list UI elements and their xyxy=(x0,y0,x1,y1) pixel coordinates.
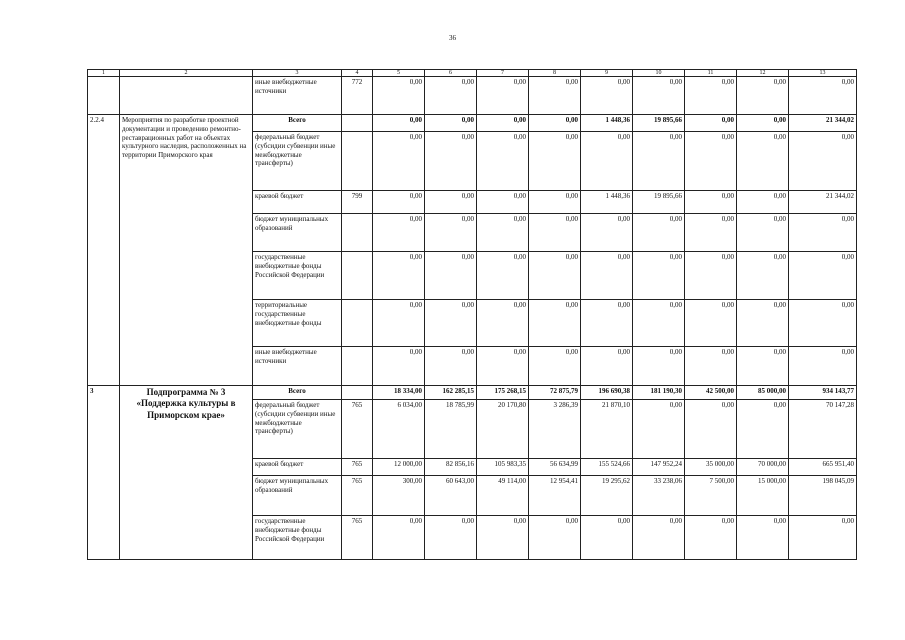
total-label: Всего xyxy=(253,115,342,132)
value-cell: 18 334,00 xyxy=(373,386,425,400)
value-cell: 300,00 xyxy=(373,476,425,516)
value-cell: 175 268,15 xyxy=(477,386,529,400)
value-cell: 82 856,16 xyxy=(425,459,477,476)
col-header: 5 xyxy=(373,70,425,77)
value-cell: 0,00 xyxy=(373,132,425,191)
table-row xyxy=(88,77,857,115)
value-cell: 18 785,99 xyxy=(425,400,477,459)
value-cell: 198 045,09 xyxy=(789,476,857,516)
value-cell: 42 500,00 xyxy=(685,386,737,400)
value-cell: 0,00 xyxy=(373,300,425,347)
code-cell: 765 xyxy=(342,516,373,560)
value-cell: 70 147,28 xyxy=(789,400,857,459)
value-cell: 0,00 xyxy=(685,516,737,560)
code-cell xyxy=(342,252,373,300)
code-cell xyxy=(342,115,373,132)
value-cell: 0,00 xyxy=(633,347,685,386)
value-cell: 0,00 xyxy=(633,77,685,115)
table-row xyxy=(88,386,857,400)
value-cell: 19 295,62 xyxy=(581,476,633,516)
value-cell: 162 285,15 xyxy=(425,386,477,400)
value-cell: 0,00 xyxy=(685,115,737,132)
value-cell: 6 034,00 xyxy=(373,400,425,459)
value-cell: 7 500,00 xyxy=(685,476,737,516)
value-cell: 0,00 xyxy=(789,77,857,115)
value-cell: 0,00 xyxy=(373,214,425,252)
value-cell: 19 895,66 xyxy=(633,191,685,214)
value-cell: 0,00 xyxy=(477,132,529,191)
value-cell: 0,00 xyxy=(477,516,529,560)
value-cell: 0,00 xyxy=(529,516,581,560)
value-cell: 15 000,00 xyxy=(737,476,789,516)
value-cell: 0,00 xyxy=(737,132,789,191)
value-cell: 0,00 xyxy=(737,191,789,214)
item-number: 2.2.4 xyxy=(88,115,120,386)
value-cell: 0,00 xyxy=(633,132,685,191)
value-cell: 85 000,00 xyxy=(737,386,789,400)
item-name: Подпрограмма № 3 «Поддержка культуры в Приморском крае» xyxy=(120,386,253,560)
code-cell: 799 xyxy=(342,191,373,214)
value-cell: 0,00 xyxy=(737,347,789,386)
value-cell: 147 952,24 xyxy=(633,459,685,476)
source-cell: бюджет муниципальных образований xyxy=(253,476,342,516)
code-cell xyxy=(342,300,373,347)
value-cell: 934 143,77 xyxy=(789,386,857,400)
value-cell: 0,00 xyxy=(633,214,685,252)
value-cell: 0,00 xyxy=(477,252,529,300)
value-cell: 0,00 xyxy=(425,214,477,252)
value-cell: 0,00 xyxy=(685,400,737,459)
value-cell: 0,00 xyxy=(737,400,789,459)
value-cell: 0,00 xyxy=(373,77,425,115)
value-cell: 0,00 xyxy=(685,300,737,347)
value-cell: 1 448,36 xyxy=(581,115,633,132)
col-header: 1 xyxy=(88,70,120,77)
value-cell: 0,00 xyxy=(789,516,857,560)
page-number: 36 xyxy=(449,34,456,42)
value-cell: 0,00 xyxy=(685,214,737,252)
value-cell: 155 524,66 xyxy=(581,459,633,476)
col-header: 13 xyxy=(789,70,857,77)
value-cell: 0,00 xyxy=(425,191,477,214)
value-cell: 0,00 xyxy=(737,115,789,132)
value-cell: 0,00 xyxy=(477,347,529,386)
value-cell: 0,00 xyxy=(581,77,633,115)
value-cell: 12 954,41 xyxy=(529,476,581,516)
value-cell: 0,00 xyxy=(477,300,529,347)
value-cell: 21 344,02 xyxy=(789,191,857,214)
value-cell: 0,00 xyxy=(477,214,529,252)
value-cell: 0,00 xyxy=(373,115,425,132)
value-cell: 0,00 xyxy=(425,115,477,132)
value-cell: 665 951,40 xyxy=(789,459,857,476)
col-header: 8 xyxy=(529,70,581,77)
value-cell: 0,00 xyxy=(425,77,477,115)
source-cell: бюджет муниципальных образований xyxy=(253,214,342,252)
value-cell: 0,00 xyxy=(529,347,581,386)
value-cell: 0,00 xyxy=(477,191,529,214)
source-cell: федеральный бюджет (субсидии субвенции иные межбюджетные трансферты) xyxy=(253,132,342,191)
value-cell: 0,00 xyxy=(737,252,789,300)
value-cell: 12 000,00 xyxy=(373,459,425,476)
value-cell: 0,00 xyxy=(529,214,581,252)
value-cell: 1 448,36 xyxy=(581,191,633,214)
col-header: 4 xyxy=(342,70,373,77)
value-cell: 0,00 xyxy=(789,132,857,191)
value-cell: 0,00 xyxy=(685,191,737,214)
value-cell: 0,00 xyxy=(373,191,425,214)
value-cell: 0,00 xyxy=(581,300,633,347)
value-cell: 35 000,00 xyxy=(685,459,737,476)
value-cell: 56 634,99 xyxy=(529,459,581,476)
value-cell: 0,00 xyxy=(425,252,477,300)
value-cell: 70 000,00 xyxy=(737,459,789,476)
source-cell: краевой бюджет xyxy=(253,459,342,476)
source-cell: иные внебюджетные источники xyxy=(253,77,342,115)
code-cell: 765 xyxy=(342,476,373,516)
value-cell: 60 643,00 xyxy=(425,476,477,516)
total-label: Всего xyxy=(253,386,342,400)
value-cell: 20 170,80 xyxy=(477,400,529,459)
code-cell: 765 xyxy=(342,459,373,476)
source-cell: государственные внебюджетные фонды Российской Федерации xyxy=(253,516,342,560)
value-cell: 0,00 xyxy=(685,347,737,386)
code-cell: 772 xyxy=(342,77,373,115)
value-cell: 0,00 xyxy=(737,214,789,252)
value-cell: 0,00 xyxy=(373,516,425,560)
value-cell: 0,00 xyxy=(633,252,685,300)
value-cell: 0,00 xyxy=(425,132,477,191)
value-cell: 19 895,66 xyxy=(633,115,685,132)
value-cell: 196 690,38 xyxy=(581,386,633,400)
item-number: 3 xyxy=(88,386,120,560)
value-cell: 0,00 xyxy=(477,77,529,115)
value-cell: 0,00 xyxy=(373,347,425,386)
item-name: Мероприятия по разработке проектной документации и проведению ремонтно-реставрационных работ на объектах культурного наследия, расположенных на территории Приморского края xyxy=(120,115,253,386)
value-cell: 0,00 xyxy=(425,300,477,347)
value-cell: 0,00 xyxy=(789,347,857,386)
item-name-cell xyxy=(120,77,253,115)
value-cell: 0,00 xyxy=(581,347,633,386)
col-header: 7 xyxy=(477,70,529,77)
value-cell: 0,00 xyxy=(789,300,857,347)
value-cell: 3 286,39 xyxy=(529,400,581,459)
value-cell: 72 875,79 xyxy=(529,386,581,400)
value-cell: 0,00 xyxy=(529,191,581,214)
value-cell: 0,00 xyxy=(633,400,685,459)
col-header: 11 xyxy=(685,70,737,77)
source-cell: иные внебюджетные источники xyxy=(253,347,342,386)
value-cell: 0,00 xyxy=(685,252,737,300)
value-cell: 0,00 xyxy=(789,214,857,252)
source-cell: федеральный бюджет (субсидии субвенции иные межбюджетные трансферты) xyxy=(253,400,342,459)
col-header: 3 xyxy=(253,70,342,77)
value-cell: 0,00 xyxy=(685,132,737,191)
source-cell: территориальные государственные внебюджетные фонды xyxy=(253,300,342,347)
value-cell: 49 114,00 xyxy=(477,476,529,516)
value-cell: 0,00 xyxy=(477,115,529,132)
value-cell: 0,00 xyxy=(581,214,633,252)
value-cell: 0,00 xyxy=(529,252,581,300)
value-cell: 105 983,35 xyxy=(477,459,529,476)
value-cell: 0,00 xyxy=(581,252,633,300)
column-number-row xyxy=(88,70,857,77)
value-cell: 0,00 xyxy=(737,516,789,560)
value-cell: 0,00 xyxy=(425,516,477,560)
value-cell: 0,00 xyxy=(737,77,789,115)
code-cell xyxy=(342,214,373,252)
value-cell: 0,00 xyxy=(633,516,685,560)
value-cell: 0,00 xyxy=(737,300,789,347)
col-header: 10 xyxy=(633,70,685,77)
code-cell: 765 xyxy=(342,400,373,459)
source-cell: краевой бюджет xyxy=(253,191,342,214)
table-row xyxy=(88,115,857,132)
value-cell: 0,00 xyxy=(529,77,581,115)
value-cell: 0,00 xyxy=(529,300,581,347)
value-cell: 0,00 xyxy=(529,115,581,132)
value-cell: 33 238,06 xyxy=(633,476,685,516)
code-cell xyxy=(342,386,373,400)
col-header: 2 xyxy=(120,70,253,77)
col-header: 12 xyxy=(737,70,789,77)
code-cell xyxy=(342,132,373,191)
value-cell: 0,00 xyxy=(425,347,477,386)
value-cell: 181 190,30 xyxy=(633,386,685,400)
source-cell: государственные внебюджетные фонды Российской Федерации xyxy=(253,252,342,300)
budget-table xyxy=(87,69,857,560)
value-cell: 0,00 xyxy=(373,252,425,300)
value-cell: 0,00 xyxy=(685,77,737,115)
item-number-cell xyxy=(88,77,120,115)
value-cell: 21 344,02 xyxy=(789,115,857,132)
value-cell: 0,00 xyxy=(633,300,685,347)
value-cell: 0,00 xyxy=(581,132,633,191)
col-header: 9 xyxy=(581,70,633,77)
value-cell: 0,00 xyxy=(529,132,581,191)
code-cell xyxy=(342,347,373,386)
value-cell: 21 870,10 xyxy=(581,400,633,459)
value-cell: 0,00 xyxy=(581,516,633,560)
value-cell: 0,00 xyxy=(789,252,857,300)
col-header: 6 xyxy=(425,70,477,77)
